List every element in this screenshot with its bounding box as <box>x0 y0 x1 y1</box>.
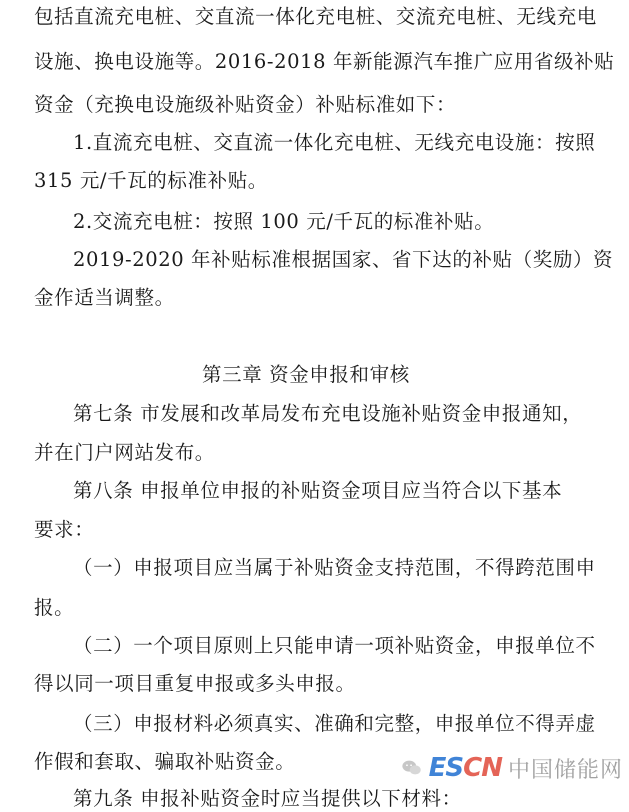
body-line: （二）一个项目原则上只能申请一项补贴资金，申报单位不 <box>73 634 596 657</box>
body-line: 315 元/千瓦的标准补贴。 <box>34 169 268 192</box>
body-line: 2.交流充电桩：按照 100 元/千瓦的标准补贴。 <box>73 210 495 233</box>
body-line: （三）申报材料必须真实、准确和完整，申报单位不得弄虚 <box>73 712 596 735</box>
body-line: 金作适当调整。 <box>34 286 175 309</box>
body-line: 1.直流充电桩、交直流一体化充电桩、无线充电设施：按照 <box>73 131 596 154</box>
body-line: 2019-2020 年补贴标准根据国家、省下达的补贴（奖励）资 <box>73 248 614 271</box>
body-line: 得以同一项目重复申报或多头申报。 <box>34 672 356 695</box>
body-line: 作假和套取、骗取补贴资金。 <box>34 750 296 773</box>
chapter-heading: 第三章 资金申报和审核 <box>202 363 410 386</box>
body-line: 报。 <box>34 596 75 619</box>
body-line: 要求： <box>34 518 95 541</box>
body-line: 第九条 申报补贴资金时应当提供以下材料： <box>73 787 462 810</box>
wechat-icon <box>401 757 423 779</box>
body-line: 第七条 市发展和改革局发布充电设施补贴资金申报通知， <box>73 402 583 425</box>
watermark-site-name: 中国储能网 <box>507 757 623 783</box>
body-line: 资金（充换电设施级补贴资金）补贴标准如下： <box>34 93 457 116</box>
body-line: （一）申报项目应当属于补贴资金支持范围，不得跨范围申 <box>73 556 596 579</box>
body-line: 设施、换电设施等。2016-2018 年新能源汽车推广应用省级补贴 <box>34 50 615 73</box>
body-line: 第八条 申报单位申报的补贴资金项目应当符合以下基本 <box>73 479 563 502</box>
body-line: 包括直流充电桩、交直流一体化充电桩、交流充电桩、无线充电 <box>34 5 597 28</box>
watermark <box>401 750 623 786</box>
body-line: 并在门户网站发布。 <box>34 441 215 464</box>
watermark-logo: ESCN <box>428 753 502 783</box>
